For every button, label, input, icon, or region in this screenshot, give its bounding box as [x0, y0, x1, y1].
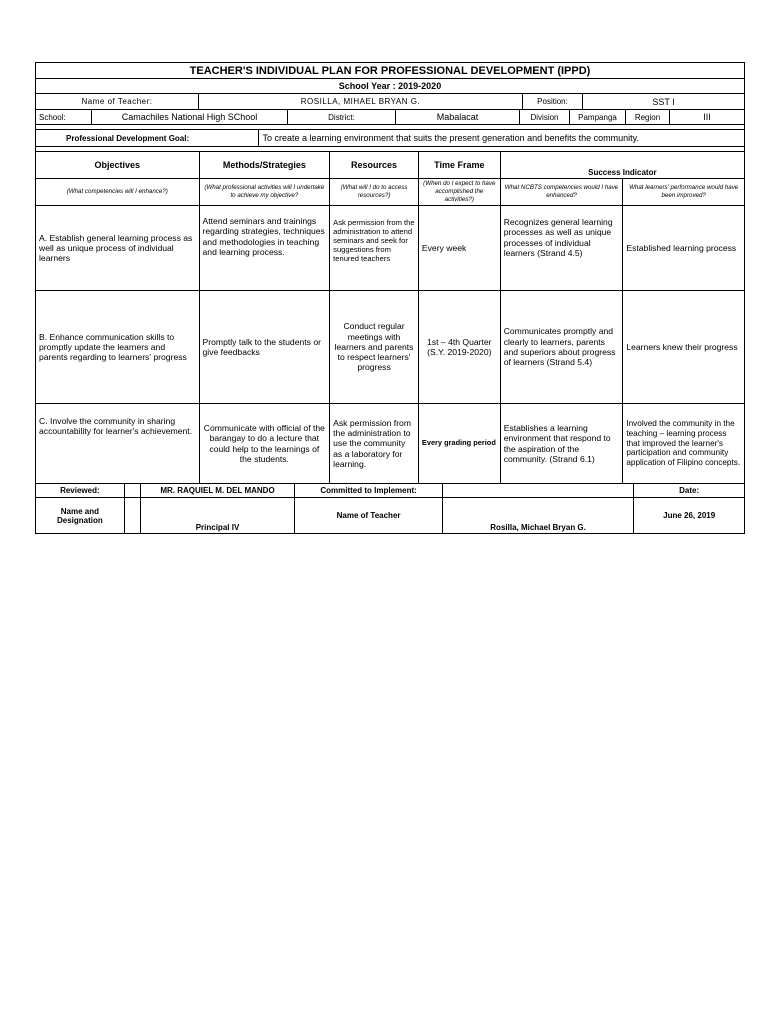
learners-cell: Involved the community in the teaching – learning process that improved the learner's participation and community application of Filipino concepts. — [626, 418, 741, 468]
district-label: District: — [288, 110, 396, 124]
name-value: ROSILLA, MIHAEL BRYAN G. — [199, 94, 523, 109]
position-label: Position: — [523, 94, 583, 109]
learners-cell: Learners knew their progress — [626, 341, 738, 352]
subheader-ncbts: What NCBTS competencies would I have enhanced? — [501, 179, 624, 205]
column-subheader-row — [36, 179, 744, 206]
name-label: Name of Teacher: — [36, 94, 199, 109]
ippd-form — [35, 62, 745, 534]
subheader-resources: (What will I do to access resources?) — [330, 179, 419, 205]
committed-label: Committed to Implement: — [295, 484, 443, 497]
learners-cell: Established learning process — [626, 242, 737, 253]
division-label: Division — [520, 110, 570, 124]
method-cell: Promptly talk to the students or give feedbacks — [200, 291, 331, 403]
objective-cell: C. Involve the community in sharing accountability for learner's achievement. — [36, 404, 200, 483]
blank-cell — [125, 484, 141, 497]
header-time-frame: Time Frame — [419, 152, 501, 178]
time-frame-cell: 1st – 4th Quarter (S.Y. 2019-2020) — [419, 291, 501, 403]
ncbts-cell: Establishes a learning environment that respond to the aspiration of the community. (Strand 6.1) — [501, 404, 624, 483]
reviewer-name: MR. RAQUIEL M. DEL MANDO — [141, 484, 296, 497]
resource-cell: Conduct regular meetings with learners and parents to respect learners' progress — [330, 291, 419, 403]
reviewer-designation: Principal IV — [141, 498, 296, 533]
footer-label-row — [36, 484, 744, 498]
method-cell: Attend seminars and trainings regarding strategies, techniques and methodologies in teaching and learning process. — [200, 206, 331, 290]
blank-cell — [443, 484, 634, 497]
time-frame-cell: Every week — [419, 206, 501, 290]
teacher-info-row — [36, 94, 744, 110]
resource-cell: Ask permission from the administration to use the community as a laboratory for learning. — [330, 404, 419, 483]
division-value: Pampanga — [570, 110, 626, 124]
header-resources: Resources — [330, 152, 419, 178]
region-value: III — [703, 112, 711, 122]
table-row — [36, 404, 744, 484]
subheader-time-frame: (When do I expect to have accomplished the activities?) — [419, 179, 501, 205]
school-label: School: — [36, 110, 92, 124]
goal-row — [36, 130, 744, 147]
form-title: TEACHER'S INDIVIDUAL PLAN FOR PROFESSIONAL DEVELOPMENT (IPPD) — [189, 64, 591, 77]
date-label: Date: — [679, 486, 700, 495]
method-cell: Communicate with official of the barangay to do a lecture that could help to the learnings of the students. — [200, 404, 331, 483]
ncbts-cell: Communicates promptly and clearly to learners, parents and superiors about progress of learners (Strand 5.4) — [501, 291, 624, 403]
resource-cell: Ask permission from the administration to attend seminars and seek for suggestions from tenured teachers — [330, 206, 419, 290]
district-value: Mabalacat — [396, 110, 520, 124]
date-value: June 26, 2019 — [663, 511, 716, 520]
position-value: SST I — [652, 96, 675, 107]
blank-cell — [125, 498, 141, 533]
teacher-signature-name: Rosilla, Michael Bryan G. — [443, 498, 634, 533]
time-frame-cell: Every grading period — [419, 404, 501, 483]
subheader-objectives: (What competencies will I enhance?) — [36, 179, 200, 205]
region-label: Region — [626, 110, 670, 124]
name-designation-label: Name and Designation — [36, 498, 125, 533]
school-value: Camachiles National High SChool — [92, 110, 288, 124]
column-header-row — [36, 152, 744, 179]
header-methods: Methods/Strategies — [200, 152, 331, 178]
goal-value: To create a learning environment that suits the present generation and benefits the community. — [262, 133, 639, 143]
school-year: School Year : 2019-2020 — [338, 81, 442, 91]
name-of-teacher-label: Name of Teacher — [295, 498, 443, 533]
objective-cell: A. Establish general learning process as well as unique process of individual learners — [36, 206, 200, 290]
header-objectives: Objectives — [36, 152, 200, 178]
school-year-row — [36, 79, 744, 94]
subheader-methods: (What professional activities will I undertake to achieve my objective? — [200, 179, 331, 205]
table-row — [36, 206, 744, 291]
ncbts-cell: Recognizes general learning processes as well as unique processes of individual learners (Strand 4.5) — [501, 206, 624, 290]
subheader-learners: What learners' performance would have been improved? — [629, 184, 739, 199]
school-info-row — [36, 110, 744, 125]
goal-label: Professional Development Goal: — [36, 130, 259, 146]
title-row — [36, 63, 744, 79]
header-success-indicator: Success Indicator — [588, 168, 657, 177]
table-row — [36, 291, 744, 404]
objective-cell: B. Enhance communication skills to promptly update the learners and parents regarding to learners' progress — [36, 291, 200, 403]
footer-value-row — [36, 498, 744, 533]
reviewed-label: Reviewed: — [36, 484, 125, 497]
